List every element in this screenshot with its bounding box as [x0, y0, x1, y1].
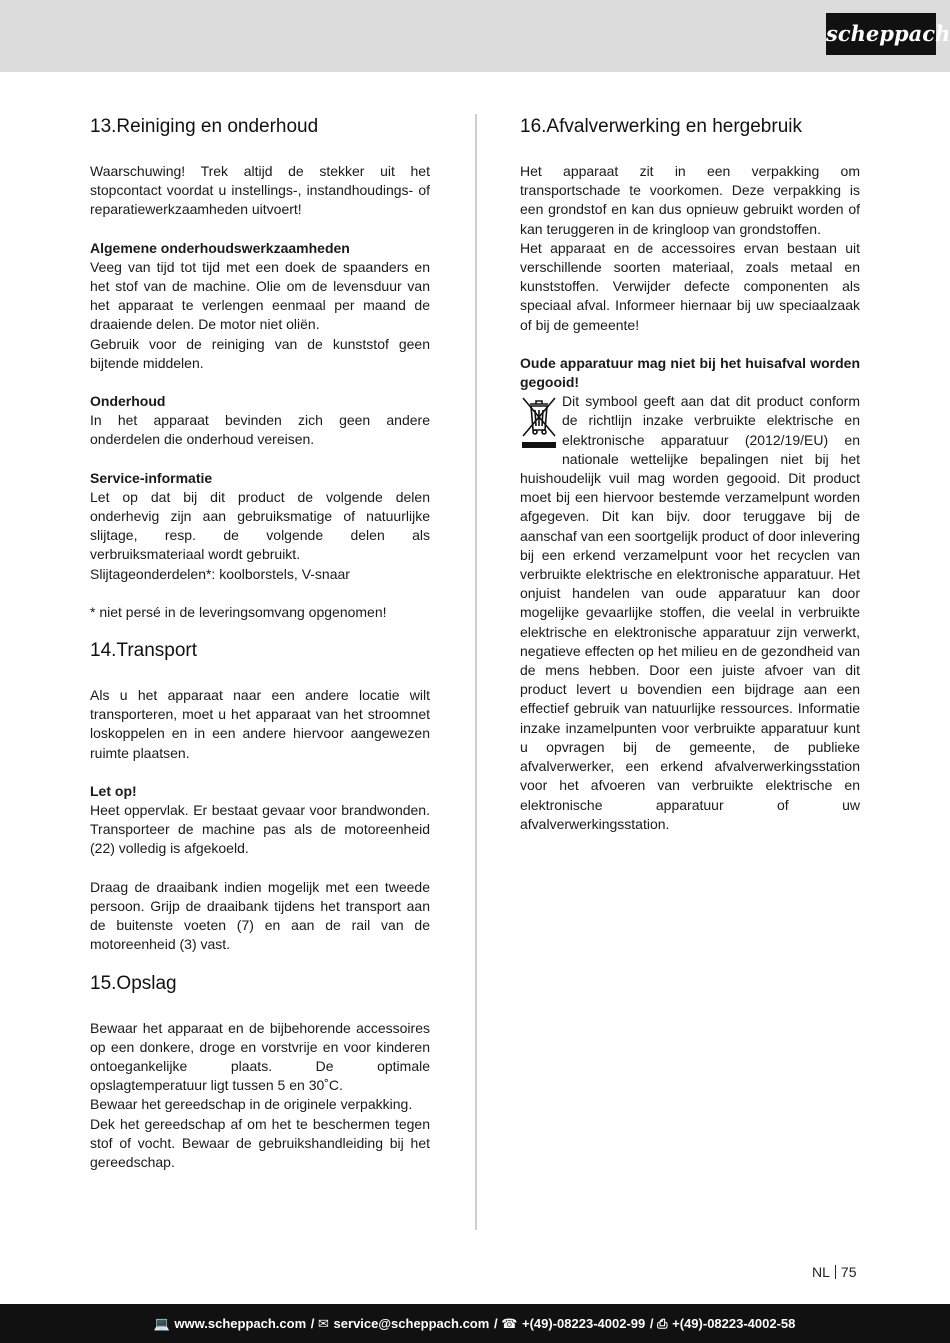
materials-text: Het apparaat en de accessoires ervan bestaan uit verschillende soorten materiaal, zoals metaal en kunststoffen. Verwijder defecte componenten als speciaal afval. Informeer hiernaar bij uw speciaalzaak of bij de gemeente!: [520, 239, 860, 333]
storage-cover-text: Dek het gereedschap af om het te beschermen tegen stof of vocht. Bewaar de gebruikshandleiding bij het gereedschap.: [90, 1115, 430, 1170]
right-column: [520, 114, 860, 834]
maintenance-text: In het apparaat bevinden zich geen andere onderdelen die onderhoud vereisen.: [90, 412, 430, 448]
section-15-heading: 15.Opslag: [90, 972, 177, 994]
maintenance-heading: Onderhoud: [90, 393, 166, 410]
page-number: [812, 1264, 856, 1280]
phone-number: +(49)-08223-4002-99: [522, 1316, 646, 1331]
service-info-heading: Service-informatie: [90, 469, 213, 486]
caution-text: Heet oppervlak. Er bestaat gevaar voor brandwonden. Transporteer de machine pas als de motoreenheid (22) volledig is afgekoeld.: [90, 802, 430, 857]
section-13-heading: 13.Reiniging en onderhoud: [90, 116, 319, 137]
left-column: [90, 114, 430, 1172]
section-16-heading: 16.Afvalverwerking en hergebruik: [520, 116, 802, 137]
caution-heading: Let op!: [90, 782, 137, 799]
website-link[interactable]: www.scheppach.com: [174, 1316, 307, 1331]
crossed-bin-icon: [520, 394, 558, 450]
carry-text: Draag de draaibank indien mogelijk met een tweede persoon. Grijp de draaibank tijdens het transport aan de buitenste voeten (7) en aan de rail van de motoreenheid (3) vast.: [90, 878, 430, 953]
weee-text: Dit symbool geeft aan dat dit product conform de richtlijn inzake verbruikte elektrische en elektronische apparatuur (2012/19/EU) en nationale wettelijke bepalingen niet bij het huishoudelijk vuil mag worden gegooid. Dit product moet bij een hiervoor bestemde verzamelpunt worden afgegeven. Dit kan bijv. door teruggave bij de aanschaf van een soortgelijk product of door inlevering bij een erkend verzamelpunt voor het recyclen van verbruikte elektrische en elektronische apparatuur. Het onjuist handelen van oude apparatuur kan door mogelijke gevaarlijke stoffen, die veelal in verbruikte elektrische en elektronische apparatuur zijn verwerkt, negatieve effecten op het milieu en de gezondheid van de mens hebben. Door een juiste afvoer van dit product levert u bovendien een bijdrage aan een effectief gebruik van natuurlijke ressources. Informatie inzake inzamelpunten voor verbruikte apparatuur kunt u opvragen bij de gemeente, de publieke afvalverwerker, een erkend afvalverwerkingsstation voor het afvoeren van verbruikte elektrische en elektronische apparatuur of uw afvalverwerkingsstation.: [520, 393, 860, 832]
general-maintenance-text: Veeg van tijd tot tijd met een doek de spaanders en het stof van de machine. Olie om de levensduur van het apparaat te verlengen eenmaal per maand de draaiende delen. De motor niet oliën.: [90, 258, 430, 333]
warning-text: Waarschuwing! Trek altijd de stekker uit het stopcontact voordat u instellings-, instandhoudings- of reparatiewerkzaamheden uitvoert!: [90, 163, 430, 218]
weee-block: [520, 392, 860, 834]
cleaning-text: Gebruik voor de reiniging van de kunststof geen bijtende middelen.: [90, 335, 430, 371]
computer-icon: 💻: [153, 1316, 170, 1331]
page-number-value: 75: [840, 1264, 857, 1280]
header-bar: [0, 0, 950, 72]
transport-text: Als u het apparaat naar een andere locatie wilt transporteren, moet u het apparaat van het stroomnet loskoppelen en in een andere hiervoor aangewezen ruimte plaatsen.: [90, 687, 430, 761]
mail-icon: ✉: [318, 1316, 329, 1331]
email-link[interactable]: service@scheppach.com: [333, 1316, 490, 1331]
packaging-text: Het apparaat zit in een verpakking om transportschade te voorkomen. Deze verpakking is een grondstof en kan dus opnieuw gebruikt worden of kan teruggeren in de kringloop van grondstoffen.: [520, 163, 860, 237]
storage-packaging-text: Bewaar het gereedschap in de originele verpakking.: [90, 1096, 413, 1113]
footer-bar: 💻 www.scheppach.com / ✉ service@scheppach.com / ☎ +(49)-08223-4002-99 / ⎙ +(49)-08223-4002-58: [0, 1304, 950, 1343]
service-info-text: Let op dat bij dit product de volgende delen onderhevig zijn aan gebruiksmatige of natuurlijke slijtage, resp. de volgende delen als verbruiksmateriaal wordt gebruikt.: [90, 488, 430, 563]
fax-number: +(49)-08223-4002-58: [672, 1316, 796, 1331]
wear-parts-text: Slijtageonderdelen*: koolborstels, V-snaar: [90, 565, 350, 582]
general-maintenance-heading: Algemene onderhoudswerkzaamheden: [90, 239, 350, 256]
weee-heading: Oude apparatuur mag niet bij het huisafval worden gegooid!: [520, 354, 860, 391]
section-14-heading: 14.Transport: [90, 640, 198, 662]
phone-icon: ☎: [501, 1316, 518, 1331]
fax-icon: ⎙: [657, 1316, 668, 1331]
page-language: NL: [812, 1264, 830, 1280]
storage-text: Bewaar het apparaat en de bijbehorende accessoires op een donkere, droge en vorstvrije en voor kinderen ontoegankelijke plaats. De optimale opslagtemperatuur ligt tussen 5 en 30˚C.: [90, 1019, 430, 1094]
footnote-text: * niet persé in de leveringsomvang opgenomen!: [90, 603, 387, 620]
brand-logo: scheppach: [826, 13, 936, 55]
column-divider: [475, 114, 477, 1230]
